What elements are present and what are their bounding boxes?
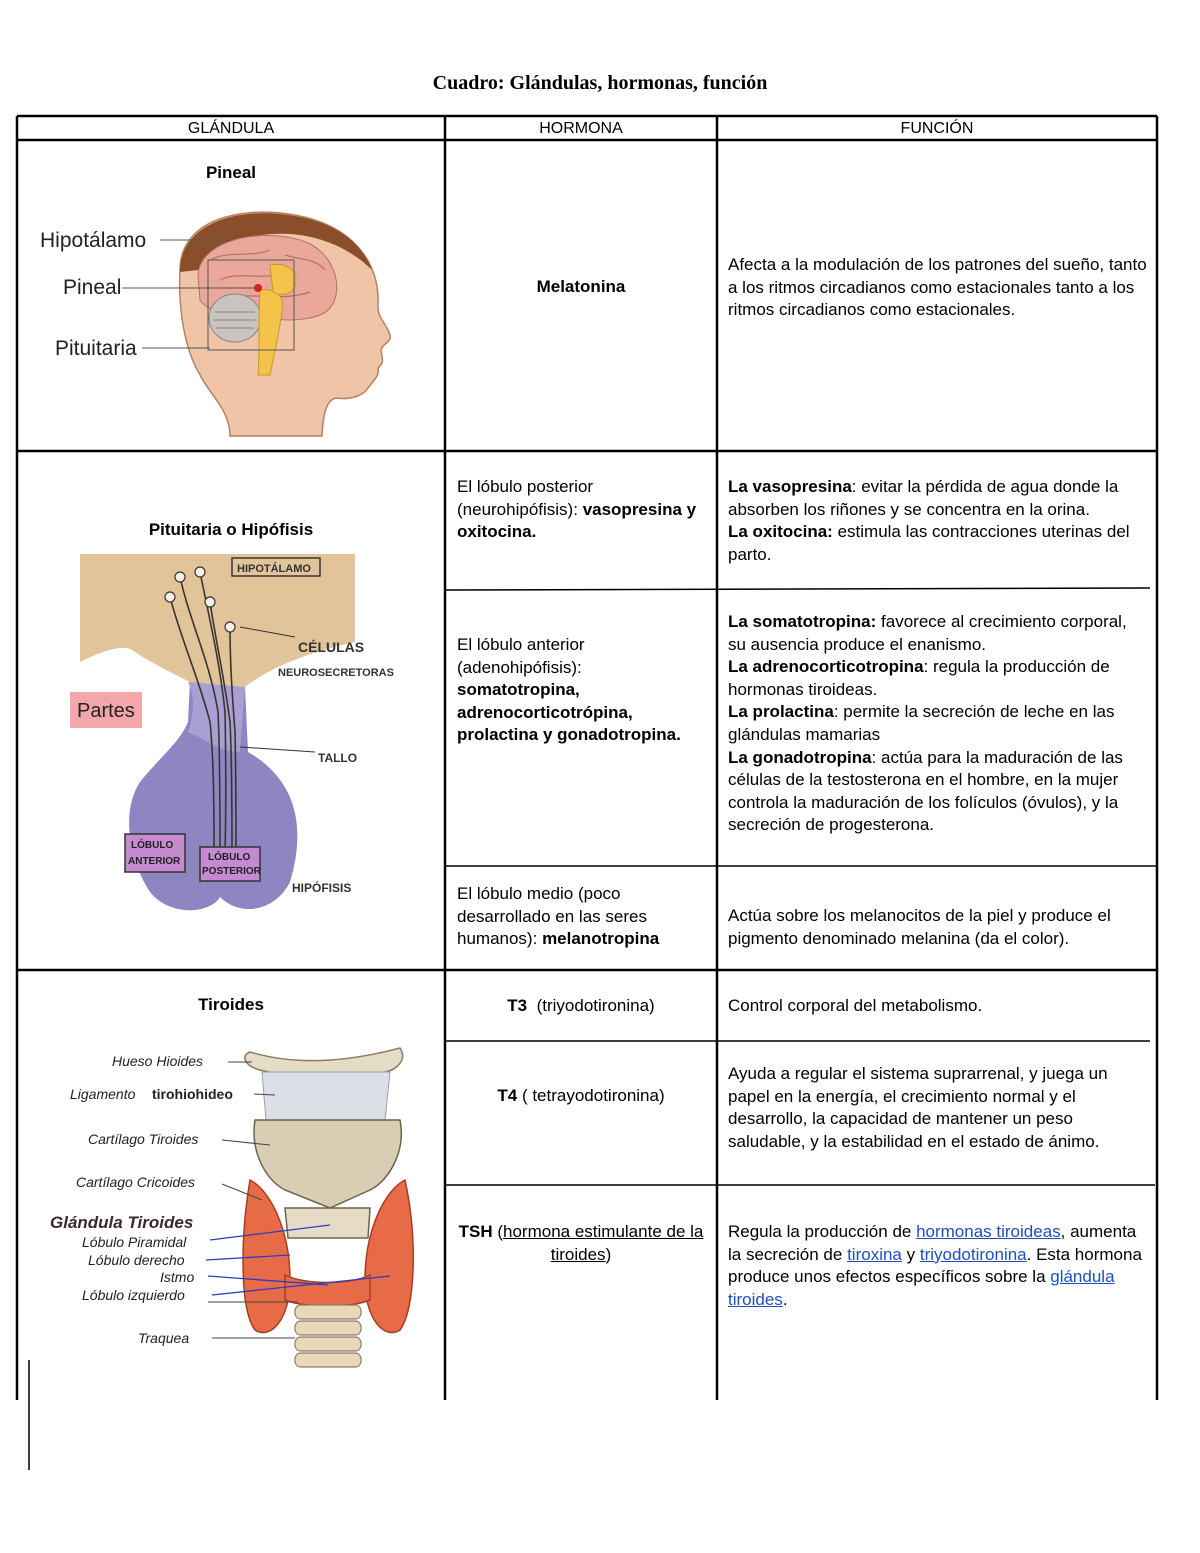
tiroides-label-cartilago-tiroides: Cartílago Tiroides <box>88 1131 199 1147</box>
somatotropina-text: favorece al crecimiento corporal, su ausencia produce el enanismo. <box>728 612 1127 654</box>
header-hormona: HORMONA <box>539 120 623 137</box>
tsh-f-a: Regula la producción de <box>728 1222 917 1241</box>
header-funcion: FUNCIÓN <box>900 120 974 137</box>
prolactina-text: : permite la secreción de leche en las glándulas mamarias <box>728 702 1115 744</box>
pituitaria-label-anterior: ANTERIOR <box>128 856 181 867</box>
function-melatonina: Afecta a la modulación de los patrones del sueño, tanto a los ritmos circadianos como estacionales tanto a los ritmos circadianos como estacionales. <box>728 255 1147 320</box>
tiroides-label-hueso: Hueso Hioides <box>112 1053 204 1069</box>
tsh-link[interactable]: hormona estimulante de la tiroides <box>503 1222 704 1264</box>
hormone-melatonina: Melatonina <box>536 277 626 296</box>
pituitaria-label-celulas: CÉLULAS <box>298 639 365 655</box>
tiroides-label-glandula: Glándula Tiroides <box>50 1213 194 1232</box>
prolactina-title: La prolactina <box>728 702 834 722</box>
link-triyodotironina[interactable]: triyodotironina <box>919 1244 1027 1264</box>
tsh-paren-close: ) <box>605 1244 612 1264</box>
t3-name: (triyodotironina) <box>536 996 655 1015</box>
pituitaria-label-tallo: TALLO <box>318 751 358 765</box>
adrenocorticotropina-title: La adrenocorticotropina <box>728 657 924 677</box>
page-title: Cuadro: Glándulas, hormonas, función <box>432 72 768 94</box>
function-lobulo-anterior <box>728 611 1148 837</box>
tiroides-label-izquierdo: Lóbulo izquierdo <box>82 1287 185 1303</box>
gonadotropina-title: La gonadotropina <box>728 747 872 767</box>
header-glandula: GLÁNDULA <box>187 120 275 137</box>
gonadotropina-text: : actúa para la maduración de las células de la testosterona en el hombre, en la mujer controla la maduración de los folículos (óvulos), y la secreción de progesterona. <box>728 747 1123 835</box>
oxitocina-text: estimula las contracciones uterinas del parto. <box>728 522 1130 564</box>
tiroides-label-traquea: Traquea <box>138 1330 190 1346</box>
hormone-lobulo-posterior <box>457 476 707 544</box>
hormone-medio-intro: El lóbulo medio (poco desarrollado en las seres humanos): <box>457 884 647 949</box>
function-t4: Ayuda a regular el sistema suprarrenal, y juega un papel en la energía, el crecimiento normal y el desarrollo, la capacidad de mantener un peso saludable, y la estabilidad en el estado de ánimo. <box>728 1064 1108 1151</box>
vasopresina-text: : evitar la pérdida de agua donde la absorben los riñones y se concentra en la orina. <box>728 477 1119 519</box>
tiroides-label-ligamento: Ligamento <box>70 1086 136 1102</box>
tsh-f-e: . <box>782 1289 788 1309</box>
pineal-label-pituitaria: Pituitaria <box>55 337 137 360</box>
function-t3: Control corporal del metabolismo. <box>728 996 983 1015</box>
tsh-abbr: TSH <box>458 1222 493 1241</box>
pituitaria-label-neurosecretoras: NEUROSECRETORAS <box>278 667 394 679</box>
gland-name-pineal: Pineal <box>205 163 257 182</box>
oxitocina-title: La oxitocina: <box>728 522 833 542</box>
pituitaria-label-lobulo-p: LÓBULO <box>208 852 251 863</box>
hormone-tsh <box>455 1221 707 1266</box>
t3-abbr: T3 <box>507 996 528 1015</box>
hormone-posterior-names: vasopresina y oxitocina. <box>457 499 697 542</box>
pituitaria-label-posterior: POSTERIOR <box>202 866 261 877</box>
pineal-label-hipotalamo: Hipotálamo <box>40 229 147 252</box>
pituitaria-label-hipotalamo: HIPOTÁLAMO <box>237 563 311 575</box>
vasopresina-title: La vasopresina <box>728 477 852 496</box>
tsh-f-c: y <box>901 1244 920 1264</box>
tsh-paren-open: ( <box>492 1222 504 1241</box>
gland-name-tiroides: Tiroides <box>198 995 264 1014</box>
tiroides-label-tirohiohideo: tirohiohideo <box>152 1086 233 1102</box>
hormone-medio-name: melanotropina <box>542 929 660 949</box>
pineal-label-pineal: Pineal <box>63 276 122 299</box>
t4-name: ( tetrayodotironina) <box>521 1086 665 1105</box>
pituitaria-label-hipofisis: HIPÓFISIS <box>292 881 352 895</box>
adrenocorticotropina-text: : regula la producción de hormonas tiroideas. <box>728 657 1110 699</box>
hormone-t3 <box>445 995 717 1018</box>
tiroides-label-piramidal: Lóbulo Piramidal <box>82 1234 187 1250</box>
hormone-anterior-intro: El lóbulo anterior (adenohipófisis): <box>457 635 585 677</box>
hormone-lobulo-anterior <box>457 634 707 747</box>
tiroides-illustration <box>40 1040 440 1390</box>
tsh-f-b: , aumenta la secreción de <box>728 1222 1137 1264</box>
function-lobulo-posterior <box>728 476 1148 566</box>
pituitaria-illustration <box>70 552 394 922</box>
t4-abbr: T4 <box>497 1086 518 1105</box>
pituitaria-label-lobulo-a: LÓBULO <box>131 840 174 851</box>
function-tsh <box>728 1221 1148 1311</box>
hormone-lobulo-medio <box>457 883 707 951</box>
gland-name-pituitaria: Pituitaria o Hipófisis <box>148 520 314 539</box>
pineal-head-illustration <box>30 200 430 440</box>
link-glandula-tiroides[interactable]: glándula tiroides <box>728 1267 1115 1309</box>
tiroides-label-cartilago-cricoides: Cartílago Cricoides <box>76 1174 196 1190</box>
tiroides-label-derecho: Lóbulo derecho <box>88 1252 185 1268</box>
pituitaria-label-partes: Partes <box>77 700 135 722</box>
link-tiroxina[interactable]: tiroxina <box>847 1244 902 1264</box>
hormone-posterior-intro: El lóbulo posterior (neurohipófisis): <box>457 477 594 519</box>
tiroides-label-istmo: Istmo <box>160 1269 195 1285</box>
hormone-anterior-names: somatotropina, adrenocorticotrópina, prolactina y gonadotropina. <box>457 680 681 745</box>
tsh-f-d: . Esta hormona produce unos efectos específicos sobre la <box>728 1244 1142 1287</box>
function-melanotropina: Actúa sobre los melanocitos de la piel y produce el pigmento denominado melanina (da el color). <box>728 906 1111 948</box>
link-hormonas-tiroideas[interactable]: hormonas tiroideas <box>916 1222 1061 1241</box>
somatotropina-title: La somatotropina: <box>728 612 877 631</box>
hormone-t4 <box>445 1085 717 1108</box>
